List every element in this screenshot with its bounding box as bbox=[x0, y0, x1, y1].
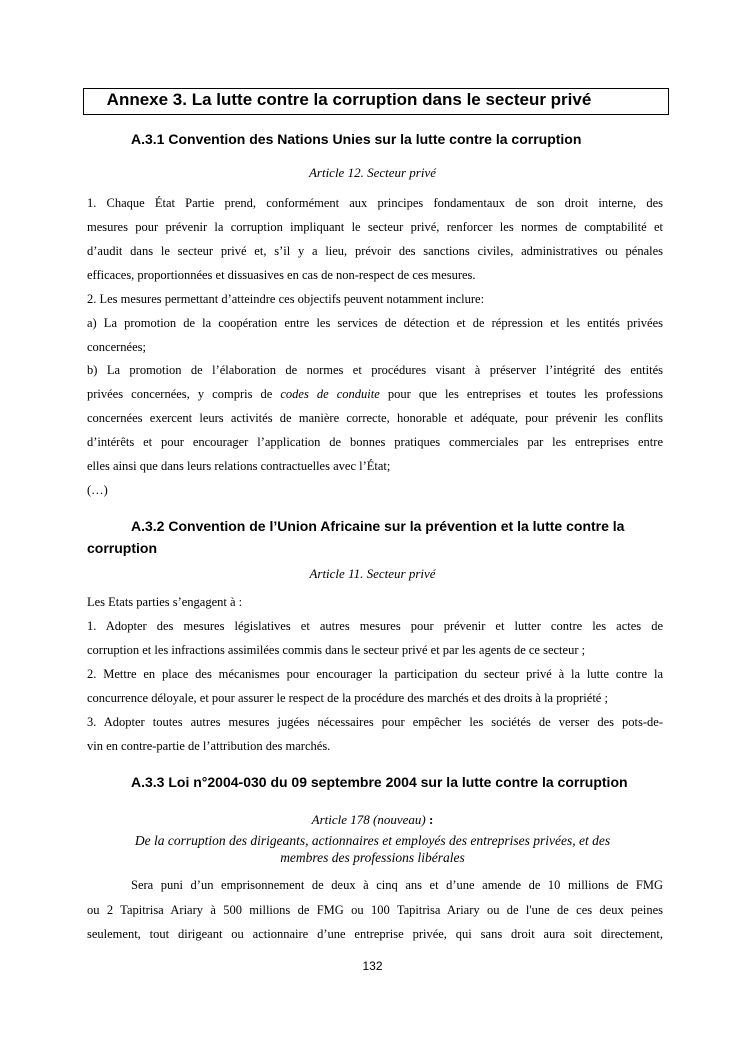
text-line: Sera puni d’un emprisonnement de deux à cinq ans et d’une amende de 10 millions de FMG bbox=[131, 878, 663, 892]
text-line: d’audit dans le secteur privé et, s’il y a lieu, prévoir des sanctions civiles, administratives ou pénales bbox=[87, 244, 663, 258]
text-line: corruption et les infractions assimilées commis dans le secteur privé et par les agents de ce secteur ; bbox=[87, 643, 586, 657]
article-178-label: Article 178 (nouveau) bbox=[311, 812, 426, 827]
text-line: elles ainsi que dans leurs relations contractuelles avec l’État; bbox=[87, 459, 391, 473]
text-line: b) La promotion de l’élaboration de normes et procédures visant à préserver l’intégrité des entités bbox=[87, 363, 663, 377]
article-178-title bbox=[0, 812, 745, 828]
text-line: 1. Chaque État Partie prend, conformément aux principes fondamentaux de son droit interne, des bbox=[87, 196, 663, 210]
section-heading-a33: A.3.3 Loi n°2004-030 du 09 septembre 2004 sur la lutte contre la corruption bbox=[131, 774, 628, 790]
text-line: concernées; bbox=[87, 340, 146, 354]
section-heading-a31: A.3.1 Convention des Nations Unies sur la lutte contre la corruption bbox=[131, 131, 582, 147]
text-line: concernées exercent leurs activités de manière correcte, honorable et adéquate, pour prévenir les conflits bbox=[87, 411, 663, 425]
article-178-colon: : bbox=[425, 812, 434, 827]
annex-title: Annexe 3. La lutte contre la corruption dans le secteur privé bbox=[106, 90, 592, 109]
text-line: mesures pour prévenir la corruption impliquant le secteur privé, renforcer les normes de comptabilité et bbox=[87, 220, 663, 234]
article-11-title: Article 11. Secteur privé bbox=[309, 566, 436, 581]
text-line: ou 2 Tapitrisa Ariary à 500 millions de FMG ou 100 Tapitrisa Ariary ou de l'une de ces deux peines bbox=[87, 903, 663, 917]
text-line: concurrence déloyale, et pour assurer le respect de la procédure des marchés et des droits à la propriété ; bbox=[87, 691, 608, 705]
codes-de-conduite-emphasis: codes de conduite bbox=[280, 387, 380, 401]
annex-title-box bbox=[83, 88, 669, 115]
section-heading-a32-cont: corruption bbox=[87, 540, 157, 556]
text-line: 2. Les mesures permettant d’atteindre ces objectifs peuvent notamment inclure: bbox=[87, 292, 485, 306]
text-line: (…) bbox=[87, 483, 108, 497]
text-line: 2. Mettre en place des mécanismes pour encourager la participation du secteur privé à la lutte contre la bbox=[87, 667, 663, 681]
text-line: a) La promotion de la coopération entre les services de détection et de répression et les entités privées bbox=[87, 316, 663, 330]
article-178-subtitle-line2: membres des professions libérales bbox=[280, 850, 465, 865]
text-line: 1. Adopter des mesures législatives et autres mesures pour prévenir et lutter contre les actes de bbox=[87, 619, 663, 633]
text-line: efficaces, proportionnées et dissuasives en cas de non-respect de ces mesures. bbox=[87, 268, 476, 282]
text-segment: pour que les entreprises et toutes les professions bbox=[379, 387, 663, 401]
text-line: Les Etats parties s’engagent à : bbox=[87, 595, 243, 609]
text-line bbox=[87, 382, 663, 406]
text-line: vin en contre-partie de l’attribution des marchés. bbox=[87, 739, 331, 753]
page-number: 132 bbox=[362, 959, 383, 973]
text-line: 3. Adopter toutes autres mesures jugées nécessaires pour empêcher les sociétés de verser des pots-de- bbox=[87, 715, 663, 729]
text-line: seulement, tout dirigeant ou actionnaire d’une entreprise privée, qui sans droit aura soit directement, bbox=[87, 927, 663, 941]
section-heading-a32: A.3.2 Convention de l’Union Africaine sur la prévention et la lutte contre la bbox=[131, 518, 625, 534]
text-segment: privées concernées, y compris de bbox=[87, 387, 281, 401]
article-178-subtitle-line1: De la corruption des dirigeants, actionnaires et employés des entreprises privées, et des bbox=[134, 833, 611, 848]
text-line: d’intérêts et pour encourager l’application de bonnes pratiques commerciales par les entreprises entre bbox=[87, 435, 663, 449]
article-12-title: Article 12. Secteur privé bbox=[308, 165, 437, 180]
